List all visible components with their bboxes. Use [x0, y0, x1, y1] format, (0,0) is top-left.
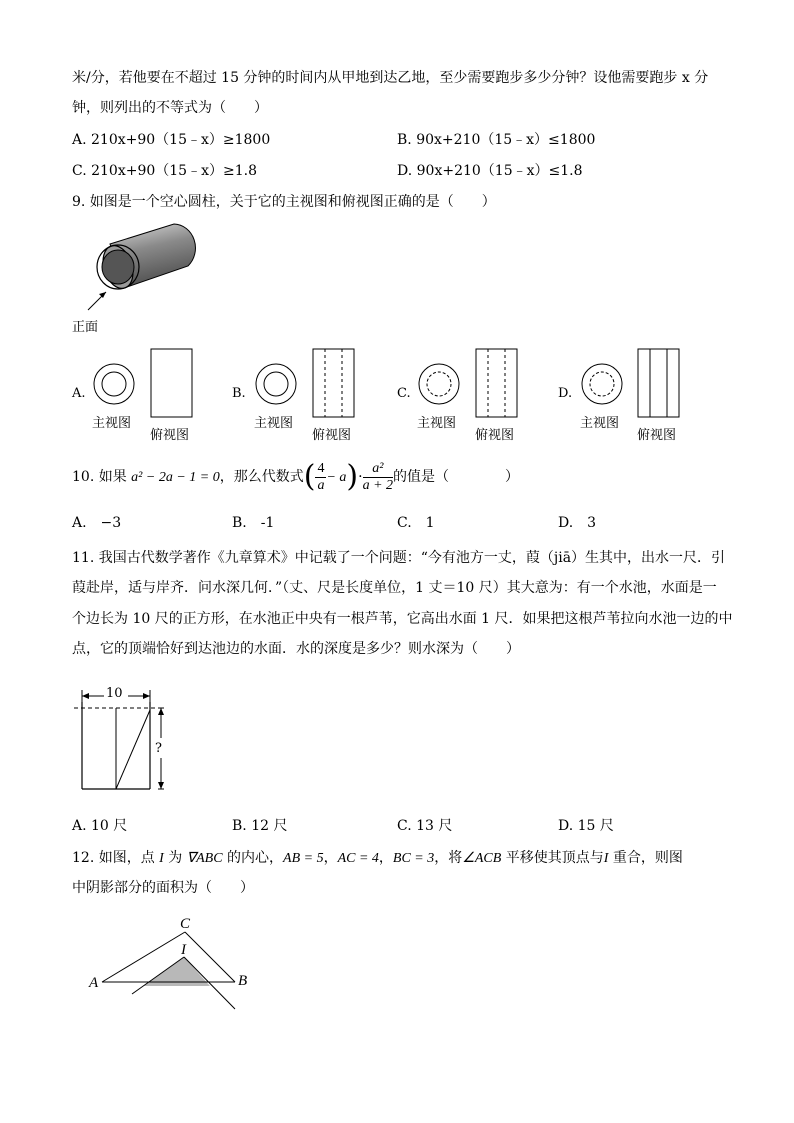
q9-c-top-label: 俯视图 — [475, 428, 515, 443]
q9-a-top-view — [150, 348, 194, 420]
label-i: I — [181, 942, 186, 958]
q10-option-c[interactable]: C. 1 — [397, 515, 435, 531]
q9-b-main-label: 主视图 — [254, 416, 294, 431]
frac1-denominator: a — [317, 477, 325, 493]
q10-middle: ，那么代数式 — [219, 469, 304, 485]
q12-point-i-2: I — [603, 851, 609, 866]
q10-suffix: 的值是（ ） — [393, 469, 520, 485]
q10-fraction-2 — [363, 461, 393, 494]
q9-c-top-view — [475, 348, 519, 420]
q10-option-d[interactable]: D. 3 — [558, 515, 597, 531]
q11-line2: 葭赴岸，适与岸齐．问水深几何．”（丈、尺是长度单位，1 丈＝10 尺）其大意为：有一个水池，水面是一 — [72, 580, 717, 596]
label-a: A — [89, 975, 99, 991]
q9-c-main-view — [415, 360, 463, 408]
q11-option-b[interactable]: B. 12 尺 — [232, 818, 288, 834]
frac1-numerator: 4 — [317, 460, 325, 476]
q10-stem — [72, 458, 519, 497]
q11-line1: 11. 我国古代数学著作《九章算术》中记载了一个问题：“今有池方一丈，葭（jiā）生其中，出水一尺．引 — [72, 550, 726, 566]
q9-a-top-label: 俯视图 — [150, 428, 190, 443]
q8-line2: 钟，则列出的不等式为（ ） — [72, 100, 268, 116]
q12-text-a: 12. 如图，点 — [72, 850, 160, 866]
q9-a-main-view — [90, 360, 138, 408]
q10-minus-a: − a — [326, 470, 347, 485]
frac2-numerator: a² — [363, 461, 393, 478]
q10-option-a[interactable]: A. −3 — [72, 515, 122, 531]
q12-ab: AB = 5 — [283, 851, 324, 866]
q8-option-a[interactable]: A. 210x+90（15﹣x）≥1800 — [72, 132, 271, 148]
q9-d-top-view — [637, 348, 681, 420]
q9-d-top-label: 俯视图 — [637, 428, 677, 443]
q9-a-main-label: 主视图 — [92, 416, 132, 431]
q12-point-i: I — [159, 851, 164, 866]
q12-text-e: 平移使其顶点与 — [501, 850, 604, 866]
q12-angle-acb: ∠ACB — [462, 851, 502, 866]
q12-line1 — [72, 848, 683, 869]
q12-text-d: ，将 — [434, 850, 463, 866]
frac2-denominator: a + 2 — [362, 477, 394, 493]
q12-ac: AC = 4 — [337, 851, 379, 866]
q12-sep-2: ， — [378, 850, 393, 866]
q11-line4: 点，它的顶端恰好到达池边的水面．水的深度是多少？则水深为（ ） — [72, 641, 520, 657]
label-c: C — [180, 916, 191, 932]
dot-operator: · — [358, 469, 363, 485]
q9-stem: 9. 如图是一个空心圆柱，关于它的主视图和俯视图正确的是（ ） — [72, 194, 496, 210]
q8-option-d[interactable]: D. 90x+210（15﹣x）≤1.8 — [397, 163, 583, 179]
q9-b-top-label: 俯视图 — [312, 428, 352, 443]
left-paren: ( — [303, 459, 316, 494]
q12-line2: 中阴影部分的面积为（ ） — [72, 880, 254, 896]
q10-prefix: 10. 如果 — [72, 469, 127, 485]
q8-option-b[interactable]: B. 90x+210（15﹣x）≤1800 — [397, 132, 596, 148]
q12-text-b: 为 — [163, 850, 187, 866]
q9-d-main-view — [578, 360, 626, 408]
q11-option-d[interactable]: D. 15 尺 — [558, 818, 614, 834]
q9-option-c-letter[interactable]: C. — [397, 386, 411, 401]
q10-equation: a² − 2a − 1 = 0 — [131, 470, 220, 485]
q12-text-c: 的内心， — [222, 850, 284, 866]
q12-triangle-abc: ∇ABC — [186, 851, 223, 866]
q11-option-c[interactable]: C. 13 尺 — [397, 818, 453, 834]
q11-option-a[interactable]: A. 10 尺 — [72, 818, 128, 834]
front-label: 正面 — [72, 320, 99, 335]
q8-line1: 米/分，若他要在不超过 15 分钟的时间内从甲地到达乙地，至少需要跑步多少分钟？设他需要跑步 x 分 — [72, 70, 709, 86]
triangle-figure — [80, 912, 270, 1022]
q10-fraction-1 — [315, 461, 326, 494]
right-paren: ) — [346, 459, 359, 494]
q11-line3: 个边长为 10 尺的正方形，在水池正中央有一根芦苇，它高出水面 1 尺．如果把这根芦苇拉向水池一边的中 — [72, 611, 733, 627]
q12-bc: BC = 3 — [392, 851, 435, 866]
q9-c-main-label: 主视图 — [417, 416, 457, 431]
q10-option-b[interactable]: B. -1 — [232, 515, 275, 531]
q9-d-main-label: 主视图 — [580, 416, 620, 431]
pond-depth-question: ? — [155, 741, 162, 756]
q9-b-main-view — [252, 360, 300, 408]
q12-text-f: 重合，则图 — [608, 850, 683, 866]
q8-option-c[interactable]: C. 210x+90（15﹣x）≥1.8 — [72, 163, 257, 179]
q9-b-top-view — [312, 348, 356, 420]
q9-option-a-letter[interactable]: A. — [72, 386, 86, 401]
q12-sep-1: ， — [323, 850, 338, 866]
label-b: B — [238, 973, 248, 989]
q9-option-b-letter[interactable]: B. — [232, 386, 246, 401]
q9-option-d-letter[interactable]: D. — [558, 386, 573, 401]
pond-width-label: 10 — [106, 686, 123, 701]
